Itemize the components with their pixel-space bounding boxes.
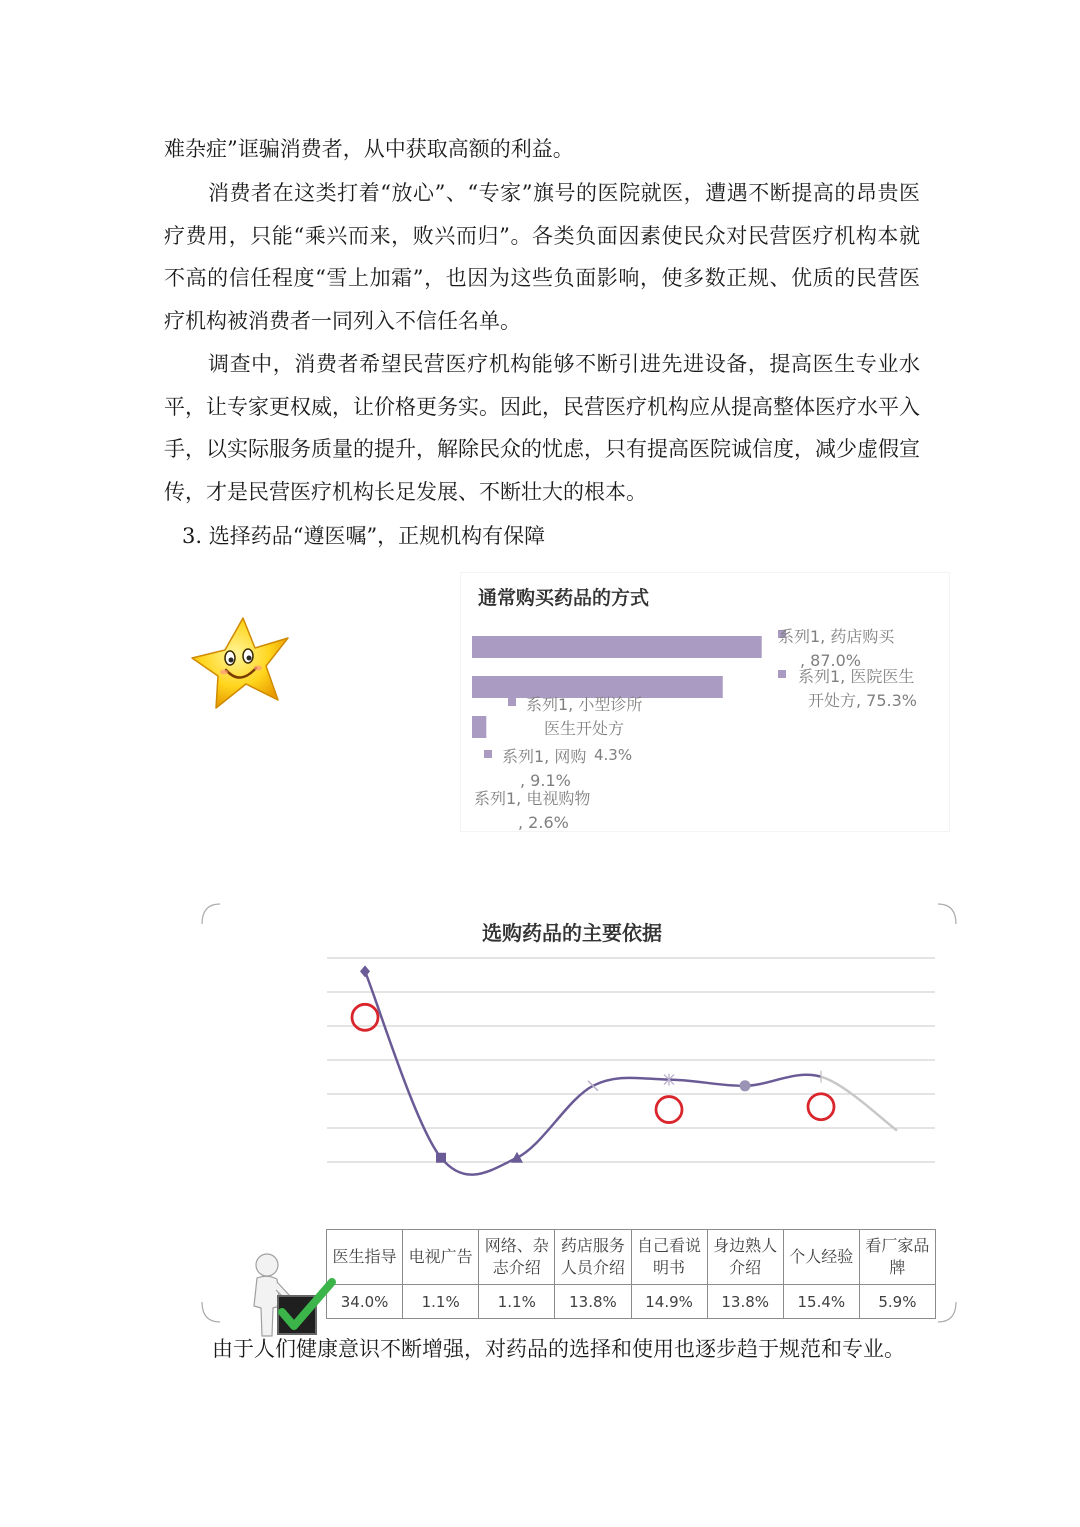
value-cell: 13.8%	[555, 1285, 631, 1319]
value-cell: 1.1%	[479, 1285, 555, 1319]
category-cell: 网络、杂 志介绍	[479, 1230, 555, 1285]
data-label: 医生开处方	[544, 719, 625, 738]
frame-corner	[202, 904, 220, 924]
value-cell: 13.8%	[707, 1285, 783, 1319]
data-point-marker	[436, 1153, 446, 1163]
value-cell: 14.9%	[631, 1285, 707, 1319]
value-cell: 34.0%	[327, 1285, 403, 1319]
frame-corner	[202, 1302, 220, 1322]
paragraph-3: 调查中，消费者希望民营医疗机构能够不断引进先进设备，提高医生专业水平，让专家更权威，让价格更务实。因此，民营医疗机构应从提高整体医疗水平入手，以实际服务质量的提升，解除民众的忧虑，只有提高医院诚信度，减少虚假宣传，才是民营医疗机构长足发展、不断壮大的根本。	[164, 352, 920, 504]
label-key-swatch	[508, 698, 516, 706]
data-label: 系列1, 网购	[502, 747, 587, 766]
section-heading: 3. 选择药品“遵医嘱”，正规机构有保障	[182, 524, 546, 548]
closing-sentence: 由于人们健康意识不断增强，对药品的选择和使用也逐步趋于规范和专业。	[212, 1337, 905, 1361]
category-cell: 电视广告	[403, 1230, 479, 1285]
data-label: 系列1, 医院医生	[798, 667, 915, 686]
frame-corner	[938, 904, 956, 924]
data-label: 开处方, 75.3%	[808, 691, 918, 710]
data-label: 系列1, 电视购物	[474, 789, 591, 808]
data-label: 4.3%	[594, 746, 633, 764]
frame-corner	[938, 1302, 956, 1322]
value-cell: 1.1%	[403, 1285, 479, 1319]
data-label: , 9.1%	[520, 771, 571, 790]
chart-title: 选购药品的主要依据	[482, 921, 662, 945]
data-label: , 2.6%	[518, 813, 569, 832]
bar	[472, 636, 762, 658]
category-cell: 看厂家品 牌	[859, 1230, 935, 1285]
category-cell: 个人经验	[783, 1230, 859, 1285]
label-key-swatch	[484, 750, 492, 758]
category-cell: 药店服务 人员介绍	[555, 1230, 631, 1285]
smiling-star-icon	[188, 612, 292, 716]
figure-with-checkmark-icon	[240, 1252, 336, 1338]
series-line	[365, 971, 821, 1174]
paragraph-1: 难杂症”诓骗消费者，从中获取高额的利益。	[164, 137, 574, 161]
purchase-method-bar-chart	[460, 572, 950, 832]
data-point-marker	[360, 965, 370, 977]
category-cell: 身边熟人 介绍	[707, 1230, 783, 1285]
highlight-circle	[808, 1094, 834, 1120]
data-point-marker	[511, 1152, 523, 1163]
value-cell: 5.9%	[859, 1285, 935, 1319]
paragraph-2: 消费者在这类打着“放心”、“专家”旗号的医院就医，遭遇不断提高的昂贵医疗费用，只能“乘兴而来，败兴而归”。各类负面因素使民众对民营医疗机构本就不高的信任程度“雪上加霜”，也因为这些负面影响，使多数正规、优质的民营医疗机构被消费者一同列入不信任名单。	[164, 181, 920, 333]
data-label: 系列1, 药店购买	[778, 627, 895, 646]
highlight-circle	[656, 1097, 682, 1123]
data-label: 系列1, 小型诊所	[526, 695, 643, 714]
category-cell: 自己看说 明书	[631, 1230, 707, 1285]
bar	[472, 716, 486, 738]
chart-title: 通常购买药品的方式	[478, 587, 650, 609]
chart-data-table	[326, 1229, 936, 1319]
data-label: , 87.0%	[800, 651, 861, 670]
value-cell: 15.4%	[783, 1285, 859, 1319]
category-cell: 医生指导	[327, 1230, 403, 1285]
label-key-swatch	[778, 670, 786, 678]
data-point-marker	[740, 1080, 751, 1091]
